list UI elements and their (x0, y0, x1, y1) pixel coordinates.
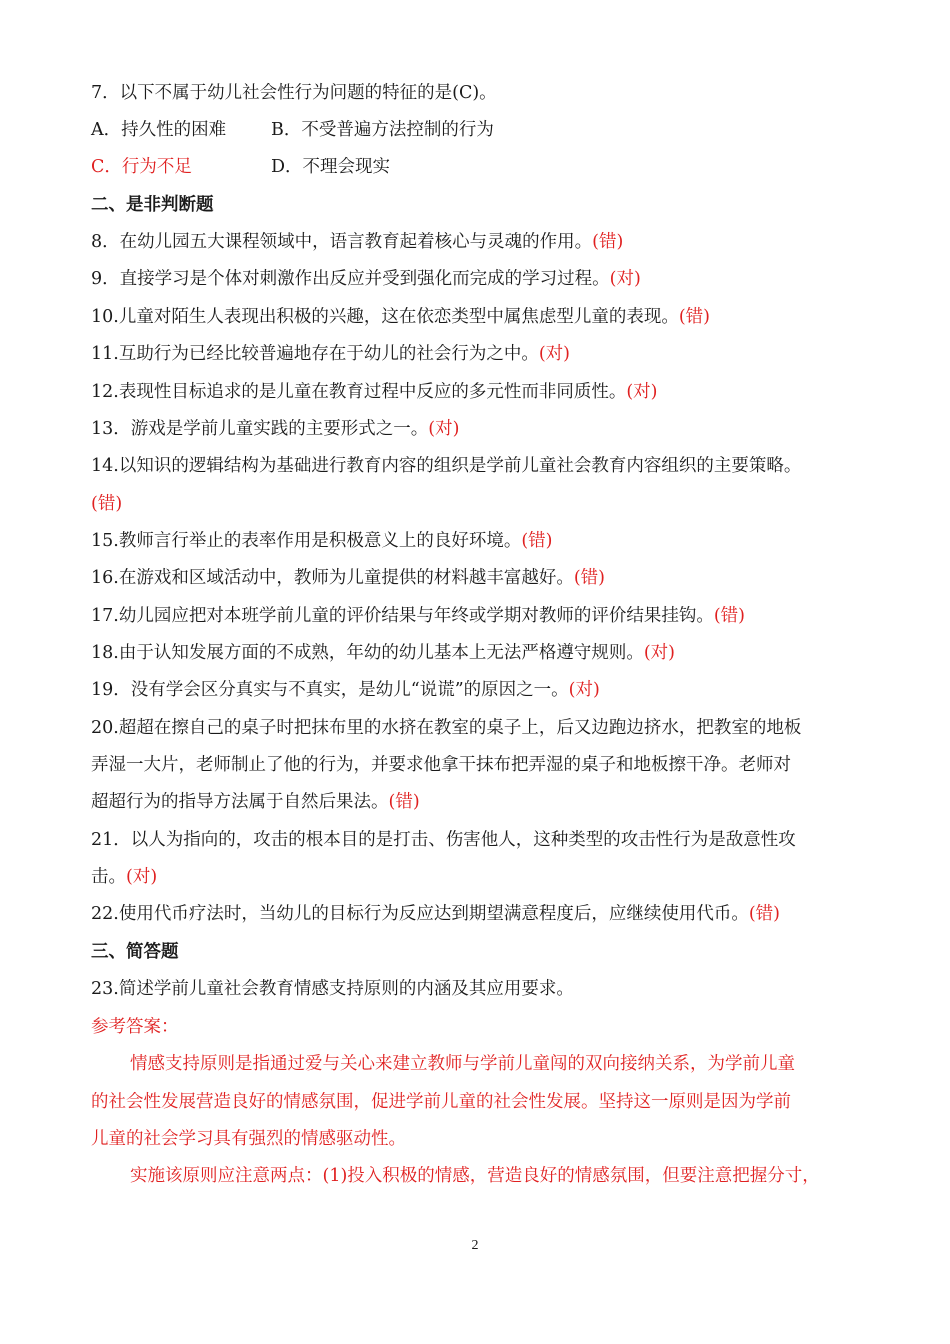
question-16 (91, 567, 871, 589)
question-12 (91, 381, 871, 403)
question-13 (91, 418, 871, 440)
answer-mark: (错) (388, 792, 420, 812)
answer-mark: (错) (678, 307, 710, 327)
answer-paragraph-1-line-3: 儿童的社会学习具有强烈的情感驱动性。 (91, 1129, 406, 1149)
question-21-line-1: 21．以人为指向的，攻击的根本目的是打击、伤害他人，这种类型的攻击性行为是敌意性攻 (91, 830, 796, 850)
question-14: 14.以知识的逻辑结构为基础进行教育内容的组织是学前儿童社会教育内容组织的主要策略。 (91, 456, 802, 476)
question-7-options-ab (91, 119, 871, 141)
option-c-correct: C．行为不足 (91, 157, 192, 177)
answer-mark: (错) (713, 606, 745, 626)
answer-mark: (对) (609, 269, 641, 289)
option-d: D．不理会现实 (271, 157, 391, 177)
option-a: A．持久性的困难 (91, 120, 227, 140)
answer-paragraph-2-line-1: 实施该原则应注意两点：(1)投入积极的情感，营造良好的情感氛围，但要注意把握分寸， (130, 1166, 820, 1186)
answer-mark: (对) (626, 382, 658, 402)
question-22 (91, 903, 871, 925)
question-20-line-1: 20.超超在擦自己的桌子时把抹布里的水挤在教室的桌子上，后又边跑边挤水，把教室的地板 (91, 718, 802, 738)
question-text: 超超行为的指导方法属于自然后果法。 (91, 792, 389, 812)
question-text: 15.教师言行举止的表率作用是积极意义上的良好环境。 (91, 531, 522, 551)
question-19 (91, 679, 871, 701)
answer-paragraph-1-line-2: 的社会性发展营造良好的情感氛围，促进学前儿童的社会性发展。坚持这一原则是因为学前 (91, 1092, 791, 1112)
question-text: 19．没有学会区分真实与不真实，是幼儿“说谎”的原因之一。 (91, 680, 569, 700)
answer-mark: (对) (643, 643, 675, 663)
answer-mark: (对) (568, 680, 600, 700)
question-14-answer: (错) (91, 494, 123, 514)
question-11 (91, 343, 871, 365)
question-20-line-3 (91, 791, 871, 813)
question-10 (91, 306, 871, 328)
question-7-options-cd (91, 156, 871, 178)
question-text: 17.幼儿园应把对本班学前儿童的评价结果与年终或学期对教师的评价结果挂钩。 (91, 606, 714, 626)
question-text: 击。 (91, 867, 126, 887)
question-8 (91, 231, 871, 253)
answer-mark: (对) (538, 344, 570, 364)
page-number: 2 (471, 1238, 479, 1253)
question-text: 22.使用代币疗法时，当幼儿的目标行为反应达到期望满意程度后，应继续使用代币。 (91, 904, 749, 924)
question-15 (91, 530, 871, 552)
section-heading-short-answer: 三、简答题 (91, 942, 179, 962)
question-9 (91, 268, 871, 290)
answer-paragraph-1-line-1: 情感支持原则是指通过爱与关心来建立教师与学前儿童闯的双向接纳关系，为学前儿童 (130, 1054, 795, 1074)
question-7-stem: 7．以下不属于幼儿社会性行为问题的特征的是(C)。 (91, 83, 497, 103)
question-23: 23.简述学前儿童社会教育情感支持原则的内涵及其应用要求。 (91, 979, 574, 999)
question-text: 10.儿童对陌生人表现出积极的兴趣，这在依恋类型中属焦虑型儿童的表现。 (91, 307, 679, 327)
answer-mark: (对) (126, 867, 158, 887)
question-text: 16.在游戏和区域活动中，教师为儿童提供的材料越丰富越好。 (91, 568, 574, 588)
question-text: 12.表现性目标追求的是儿童在教育过程中反应的多元性而非同质性。 (91, 382, 627, 402)
answer-mark: (对) (428, 419, 460, 439)
reference-answer-label: 参考答案： (91, 1017, 179, 1037)
section-heading-true-false: 二、是非判断题 (91, 195, 214, 215)
question-text: 9．直接学习是个体对刺激作出反应并受到强化而完成的学习过程。 (91, 269, 610, 289)
answer-mark: (错) (592, 232, 624, 252)
question-text: 13．游戏是学前儿童实践的主要形式之一。 (91, 419, 429, 439)
question-21-line-2 (91, 866, 871, 888)
question-text: 18.由于认知发展方面的不成熟，年幼的幼儿基本上无法严格遵守规则。 (91, 643, 644, 663)
question-text: 11.互助行为已经比较普遍地存在于幼儿的社会行为之中。 (91, 344, 539, 364)
answer-mark: (错) (521, 531, 553, 551)
option-b: B．不受普遍方法控制的行为 (271, 120, 494, 140)
question-text: 8．在幼儿园五大课程领域中，语言教育起着核心与灵魂的作用。 (91, 232, 593, 252)
question-20-line-2: 弄湿一大片，老师制止了他的行为，并要求他拿干抹布把弄湿的桌子和地板擦干净。老师对 (91, 755, 791, 775)
answer-mark: (错) (573, 568, 605, 588)
question-17 (91, 605, 871, 627)
answer-mark: (错) (748, 904, 780, 924)
question-18 (91, 642, 871, 664)
